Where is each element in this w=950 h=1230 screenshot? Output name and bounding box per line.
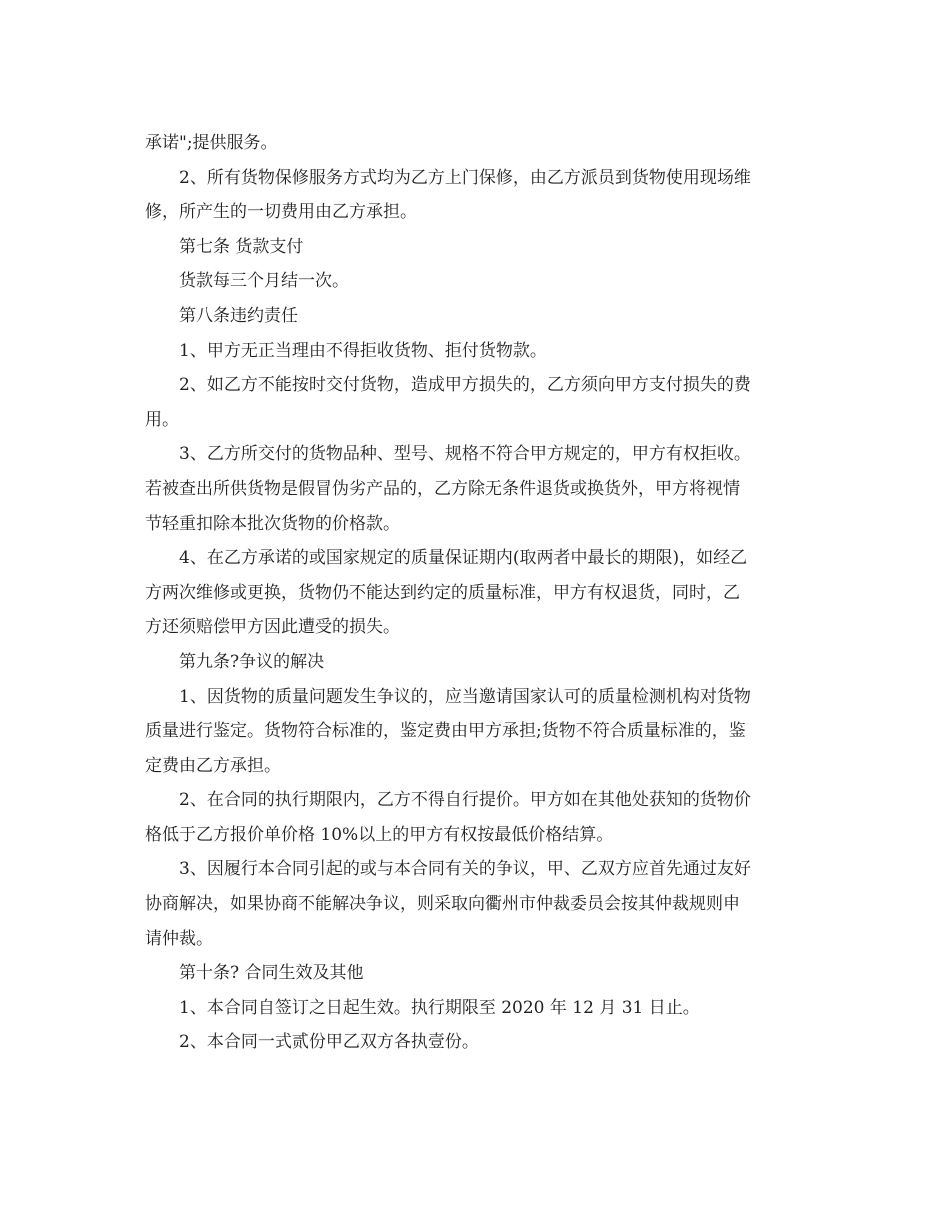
text-line: 2、本合同一式贰份甲乙双方各执壹份。: [179, 1032, 479, 1053]
text-line: 1、因货物的质量问题发生争议的，应当邀请国家认可的质量检测机构对货物: [179, 686, 751, 707]
text-line: 节轻重扣除本批次货物的价格款。: [145, 513, 400, 534]
text-line: 请仲裁。: [145, 928, 213, 949]
text-line: 2、所有货物保修服务方式均为乙方上门保修，由乙方派员到货物使用现场维: [179, 167, 751, 188]
text-line: 修，所产生的一切费用由乙方承担。: [145, 202, 417, 223]
text-line: 3、乙方所交付的货物品种、型号、规格不符合甲方规定的，甲方有权拒收。: [179, 444, 751, 465]
text-line: 2、在合同的执行期限内，乙方不得自行提价。甲方如在其他处获知的货物价: [179, 790, 751, 811]
text-line: 用。: [145, 409, 179, 430]
text-line: 3、因履行本合同引起的或与本合同有关的争议，甲、乙双方应首先通过友好: [179, 859, 751, 880]
text-line: 质量进行鉴定。货物符合标准的，鉴定费由甲方承担;货物不符合质量标准的，鉴: [145, 721, 746, 742]
text-line: 格低于乙方报价单价格 10%以上的甲方有权按最低价格结算。: [145, 824, 614, 845]
text-line: 货款每三个月结一次。: [179, 271, 349, 292]
text-line: 定费由乙方承担。: [145, 755, 281, 776]
text-line: 1、本合同自签订之日起生效。执行期限至 2020 年 12 月 31 日止。: [179, 997, 700, 1018]
contract-page: [145, 126, 810, 1060]
text-line: 1、甲方无正当理由不得拒收货物、拒付货物款。: [179, 340, 547, 361]
text-line: 若被查出所供货物是假冒伪劣产品的，乙方除无条件退货或换货外，甲方将视情: [145, 478, 740, 499]
text-line: 协商解决，如果协商不能解决争议，则采取向衢州市仲裁委员会按其仲裁规则申: [145, 894, 740, 915]
text-line: 方还须赔偿甲方因此遭受的损失。: [145, 617, 400, 638]
text-line: 4、在乙方承诺的或国家规定的质量保证期内(取两者中最长的期限)，如经乙: [179, 548, 748, 569]
text-line: 2、如乙方不能按时交付货物，造成甲方损失的，乙方须向甲方支付损失的费: [179, 375, 751, 396]
section-heading: 第七条 货款支付: [179, 236, 304, 257]
section-heading: 第八条违约责任: [179, 305, 298, 326]
section-heading: 第九条?争议的解决: [179, 651, 325, 672]
text-line: 承诺";提供服务。: [145, 133, 278, 153]
text-line: 方两次维修或更换，货物仍不能达到约定的质量标准，甲方有权退货，同时，乙: [145, 582, 740, 603]
section-heading: 第十条? 合同生效及其他: [179, 963, 364, 984]
